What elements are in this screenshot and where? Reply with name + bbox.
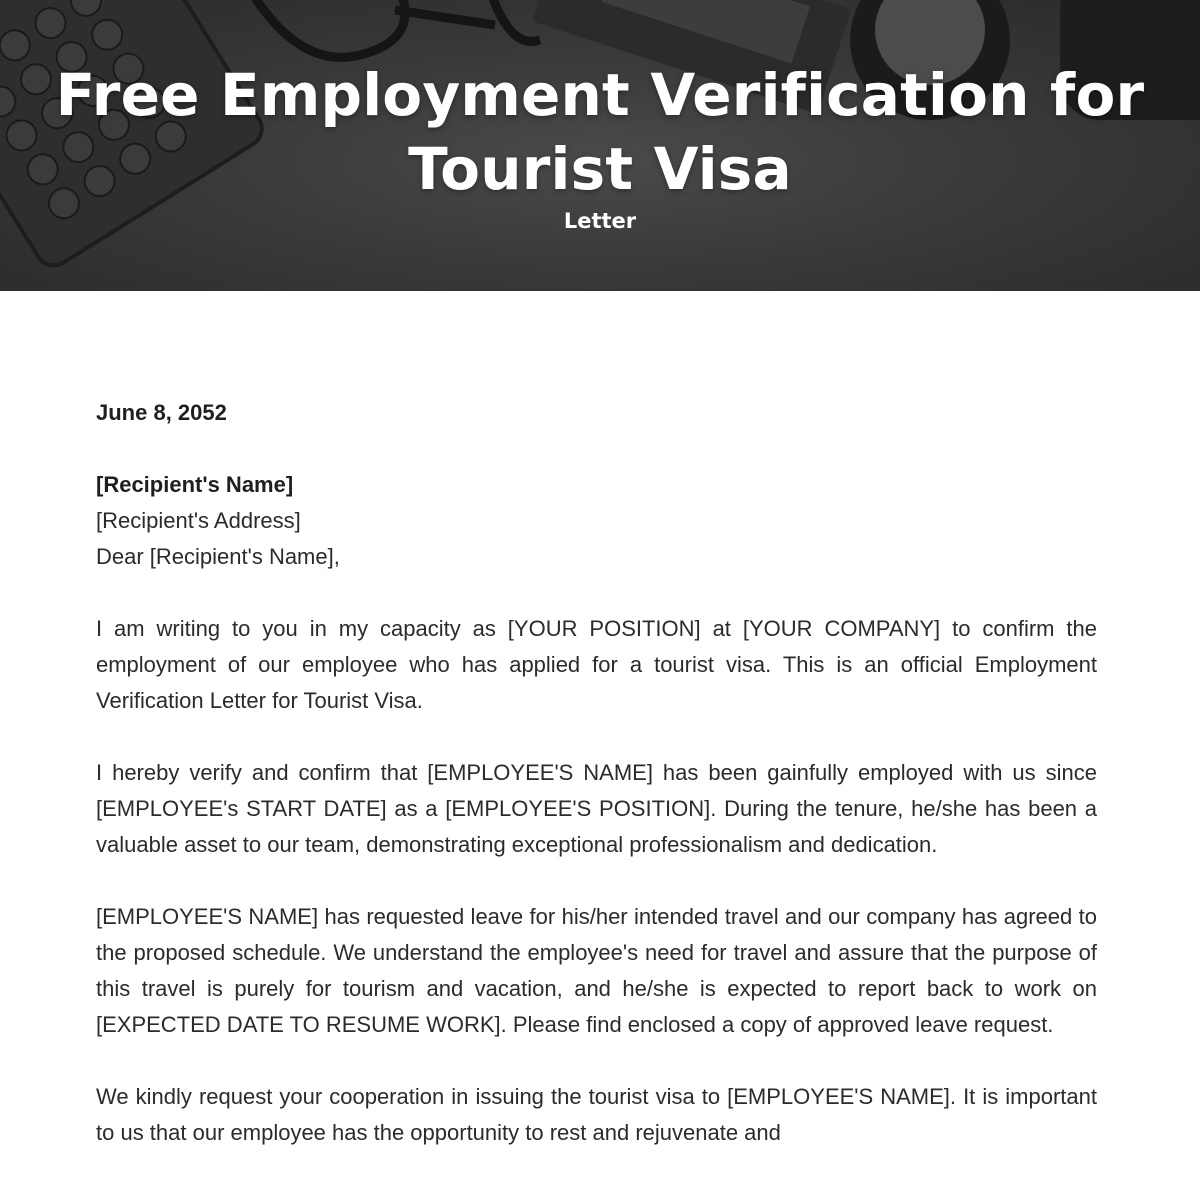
- paragraph-verification: I hereby verify and confirm that [EMPLOYEE'S NAME] has been gainfully employed with us since [EMPLOYEE's START DATE] as a [EMPLOYEE'S POSITION]. During the tenure, he/she has been a valuable asset to our team, demonstrating exceptional professionalism and dedication.: [96, 760, 1097, 857]
- page-title: [0, 58, 1200, 206]
- glasses-graphic: [250, 0, 540, 57]
- paragraph-leave: [EMPLOYEE'S NAME] has requested leave for his/her intended travel and our company has agreed to the proposed schedule. We understand the employee's need for travel and assure that the purpose of this travel is purely for tourism and vacation, and he/she is expected to report back to work on [EXPECTED DATE TO RESUME WORK]. Please find enclosed a copy of approved leave request.: [96, 904, 1097, 1037]
- salutation: Dear [Recipient's Name],: [96, 544, 340, 569]
- recipient-name: [Recipient's Name]: [96, 472, 294, 497]
- paragraph-intro: I am writing to you in my capacity as [YOUR POSITION] at [YOUR COMPANY] to confirm the employment of our employee who has applied for a tourist visa. This is an official Employment Verification Letter for Tourist Visa.: [96, 616, 1097, 713]
- paragraph-request: We kindly request your cooperation in issuing the tourist visa to [EMPLOYEE'S NAME]. It is important to us that our employee has the opportunity to rest and rejuvenate and: [96, 1084, 1097, 1145]
- title-line-1: Free Employment Verification for: [55, 61, 1145, 129]
- header-banner: [0, 0, 1200, 291]
- title-line-2: Tourist Visa: [408, 135, 792, 203]
- recipient-address: [Recipient's Address]: [96, 508, 301, 533]
- page-subtitle: Letter: [563, 209, 637, 233]
- letter-body: [96, 395, 1097, 1187]
- letter-date: June 8, 2052: [96, 400, 227, 425]
